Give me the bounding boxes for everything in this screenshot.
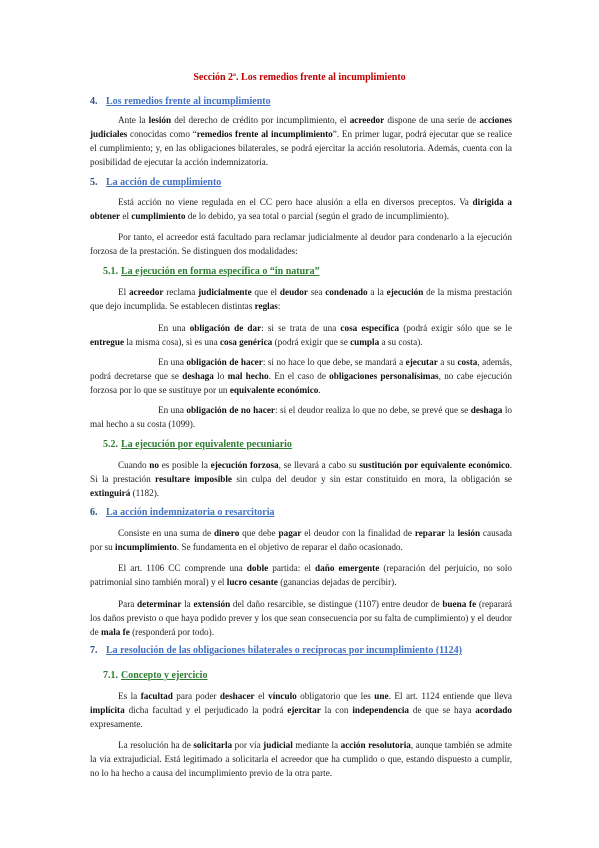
heading-text: La resolución de las obligaciones bilaterales o recíprocas por incumplimiento (1124): [106, 645, 462, 656]
paragraph-facultad: Es la facultad para poder deshacer el vínculo obligatorio que les une. El art. 1124 entiende que lleva implícita dicha facultad y el perjudicado la podrá ejercitar la con independencia de que se haya acordado expresamente.: [90, 691, 513, 729]
heading-number: 7.1.: [103, 670, 118, 681]
heading-text: La acción de cumplimiento: [106, 177, 222, 188]
paragraph-remedios: Ante la lesión del derecho de crédito por incumplimiento, el acreedor dispone de una serie de acciones judiciales conocidas como “remedios frente al incumplimiento”. En primer lugar, podrá ejecutar que se realice el cumplimiento; y, en las obligaciones bilaterales, se podrá ejercitar la acción resolutoria. Además, cuenta con la posibilidad de ejecutar la acción indemnizatoria.: [90, 115, 513, 167]
heading-number: 5.: [90, 177, 98, 188]
paragraph-por-tanto: Por tanto, el acreedor está facultado para reclamar judicialmente al deudor para condenarlo a la ejecución forzosa de la prestación. Se distinguen dos modalidades:: [90, 232, 512, 256]
heading-number: 4.: [90, 96, 98, 107]
heading-text: La acción indemnizatoria o resarcitoria: [106, 507, 275, 518]
paragraph-in-natura: El acreedor reclama judicialmente que el deudor sea condenado a la ejecución de la misma prestación que dejo incumplida. Se establecen distintas reglas:: [90, 287, 513, 311]
heading-text: La ejecución en forma específica o “in natura”: [121, 266, 320, 277]
paragraph-1106: El art. 1106 CC comprende una doble partida: el daño emergente (reparación del perjuicio, no solo patrimonial sino también moral) y el lucro cesante (ganancias dejadas de percibir).: [90, 563, 512, 587]
section-title: Sección 2ª. Los remedios frente al incumplimiento: [193, 72, 406, 83]
heading-number: 6.: [90, 507, 98, 518]
heading-4: [90, 96, 271, 107]
paragraph-dar: En una obligación de dar: si se trata de una cosa específica (podrá exigir sólo que se le entregue la misma cosa), si es una cosa genérica (podrá exigir que se cumpla a su costa).: [90, 323, 512, 347]
paragraph-resolucion: La resolución ha de solicitarla por vía judicial mediante la acción resolutoria, aunque también se admite la vía extrajudicial. Está legitimado a solicitarla el acreedor que ha cumplido o que, estando dispuesto a cumplir, no lo ha hecho a causa del incumplimiento previo de la otra parte.: [90, 740, 512, 778]
heading-text: Concepto y ejercicio: [121, 670, 208, 681]
heading-6: [90, 507, 275, 518]
paragraph-no-hacer: En una obligación de no hacer: si el deudor realiza lo que no debe, se prevé que se deshaga lo mal hecho a su costa (1099).: [90, 405, 512, 429]
paragraph-buena-fe: Para determinar la extensión del daño resarcible, se distingue (1107) entre deudor de buena fe (reparará los daños previsto o que haya podido prever y los que sean consecuencia por su falta de cumplimiento) y el deudor de mala fe (responderá por todo).: [90, 599, 512, 637]
heading-5-2: [103, 439, 292, 450]
heading-number: 5.2.: [103, 439, 118, 450]
heading-text: La ejecución por equivalente pecuniario: [121, 439, 292, 450]
paragraph-accion-cumplimiento: Está acción no viene regulada en el CC pero hace alusión a ella en diversos preceptos. Va dirigida a obtener el cumplimiento de lo debido, ya sea total o parcial (según el grado de incumplimiento).: [90, 197, 512, 221]
heading-number: 7.: [90, 645, 98, 656]
heading-number: 5.1.: [103, 266, 118, 277]
heading-5-1: [103, 266, 320, 277]
heading-7: [90, 645, 462, 656]
heading-text: Los remedios frente al incumplimiento: [106, 96, 271, 107]
heading-5: [90, 177, 221, 188]
heading-7-1: [103, 670, 207, 681]
paragraph-hacer: En una obligación de hacer: si no hace lo que debe, se mandará a ejecutar a su costa, además, podrá decretarse que se deshaga lo mal hecho. En el caso de obligaciones personalísimas, no cabe ejecución forzosa por lo que se sustituye por un equivalente económico.: [90, 357, 512, 395]
paragraph-indemnizatoria: Consiste en una suma de dinero que debe pagar el deudor con la finalidad de reparar la lesión causada por su incumplimiento. Se fundamenta en el objetivo de reparar el daño ocasionado.: [90, 528, 513, 552]
paragraph-equivalente: Cuando no es posible la ejecución forzosa, se llevará a cabo su sustitución por equivalente económico. Si la prestación resultare imposible sin culpa del deudor y sin estar constituido en mora, la obligación se extinguirá (1182).: [90, 460, 512, 498]
